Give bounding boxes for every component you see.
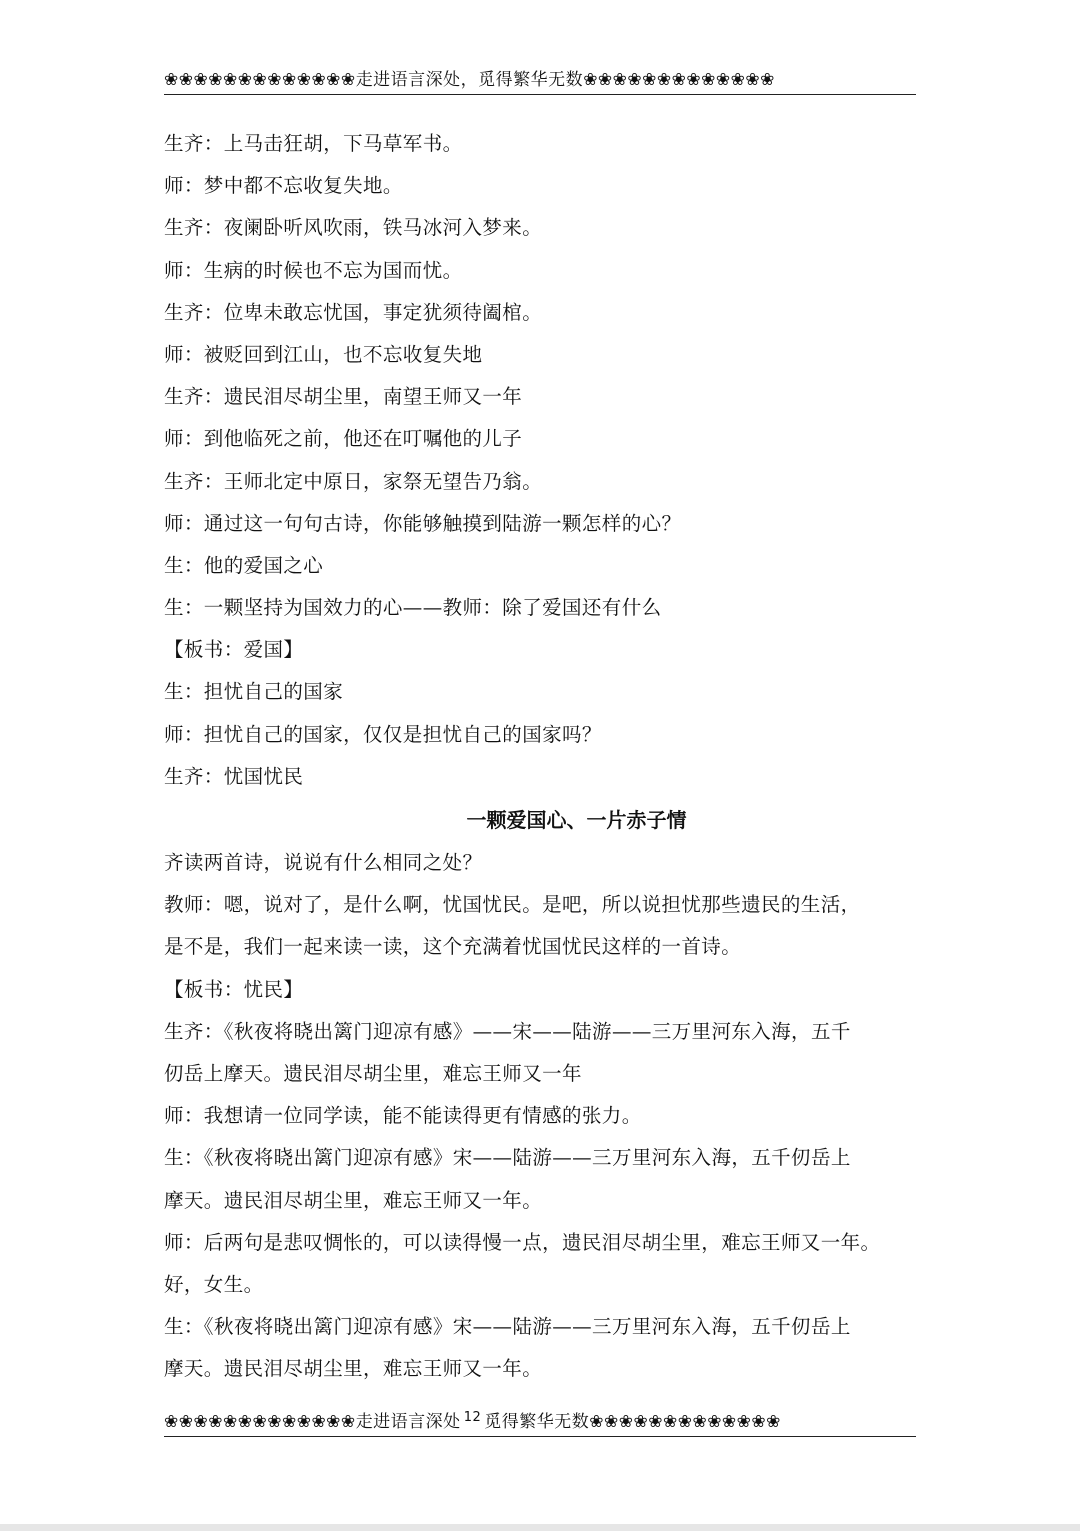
dialogue-line: 生齐：《秋夜将晓出篱门迎凉有感》——宋——陆游——三万里河东入海，五千	[164, 1019, 851, 1043]
dialogue-line: 齐读两首诗，说说有什么相同之处？	[164, 851, 483, 874]
scan-edge-strip	[0, 1524, 1080, 1531]
dialogue-line: 生齐：遗民泪尽胡尘里，南望王师又一年	[164, 385, 523, 409]
dialogue-line: 生：《秋夜将晓出篱门迎凉有感》宋——陆游——三万里河东入海，五千仞岳上	[164, 1146, 851, 1170]
dialogue-line: 师：生病的时候也不忘为国而忧。	[164, 258, 463, 282]
footer-flower-border-left: ❀❀❀❀❀❀❀❀❀❀❀❀❀	[164, 1412, 356, 1432]
dialogue-line: 生齐：忧国忧民	[164, 764, 304, 788]
dialogue-line: 师：我想请一位同学读，能不能读得更有情感的张力。	[164, 1104, 642, 1128]
board-note: 【板书：爱国】	[164, 638, 304, 662]
dialogue-line: 师：后两句是悲叹惆怅的，可以读得慢一点，遗民泪尽胡尘里，难忘王师又一年。	[164, 1230, 881, 1254]
dialogue-line: 是不是，我们一起来读一读，这个充满着忧国忧民这样的一首诗。	[164, 935, 742, 959]
dialogue-line: 师：梦中都不忘收复失地。	[164, 174, 403, 198]
dialogue-line: 生齐：位卑未敢忘忧国，事定犹须待阖棺。	[164, 300, 543, 324]
dialogue-line: 生：担忧自己的国家	[164, 680, 344, 704]
dialogue-line: 摩天。遗民泪尽胡尘里，难忘王师又一年。	[164, 1188, 543, 1212]
footer-motto-left: 走进语言深处	[355, 1412, 461, 1432]
page-footer	[164, 1408, 916, 1437]
dialogue-line: 生齐：夜阑卧听风吹雨，铁马冰河入梦来。	[164, 216, 543, 240]
dialogue-line: 仞岳上摩天。遗民泪尽胡尘里，难忘王师又一年	[164, 1061, 582, 1085]
dialogue-line: 生：他的爱国之心	[164, 553, 324, 577]
dialogue-line: 好，女生。	[164, 1272, 264, 1296]
dialogue-line: 摩天。遗民泪尽胡尘里，难忘王师又一年。	[164, 1357, 543, 1381]
dialogue-line: 师：到他临死之前，他还在叮嘱他的儿子	[164, 427, 523, 451]
dialogue-line: 生齐：王师北定中原日，家祭无望告乃翁。	[164, 469, 543, 493]
dialogue-line: 师：被贬回到江山，也不忘收复失地	[164, 342, 483, 366]
dialogue-line: 生：一颗坚持为国效力的心——教师：除了爱国还有什么	[164, 596, 662, 620]
dialogue-line: 师：通过这一句句古诗，你能够触摸到陆游一颗怎样的心？	[164, 511, 682, 535]
dialogue-line: 教师：嗯，说对了，是什么啊，忧国忧民。是吧，所以说担忧那些遗民的生活，	[164, 893, 861, 917]
header-flower-border-right: ❀❀❀❀❀❀❀❀❀❀❀❀❀	[583, 70, 775, 90]
header-flower-border-left: ❀❀❀❀❀❀❀❀❀❀❀❀❀	[164, 70, 356, 90]
board-note: 【板书：忧民】	[164, 977, 304, 1001]
header-motto: 走进语言深处，觅得繁华无数	[355, 70, 584, 90]
footer-motto-right: 觅得繁华无数	[484, 1412, 590, 1432]
document-body	[164, 123, 919, 1390]
page-header	[164, 68, 916, 95]
footer-flower-border-right: ❀❀❀❀❀❀❀❀❀❀❀❀❀	[589, 1412, 781, 1432]
dialogue-line: 生：《秋夜将晓出篱门迎凉有感》宋——陆游——三万里河东入海，五千仞岳上	[164, 1315, 851, 1339]
section-heading: 一颗爱国心、一片赤子情	[466, 808, 687, 832]
page-number: 12	[463, 1410, 482, 1425]
dialogue-line: 师：担忧自己的国家，仅仅是担忧自己的国家吗？	[164, 722, 602, 746]
dialogue-line: 生齐：上马击狂胡，下马草军书。	[164, 132, 463, 155]
